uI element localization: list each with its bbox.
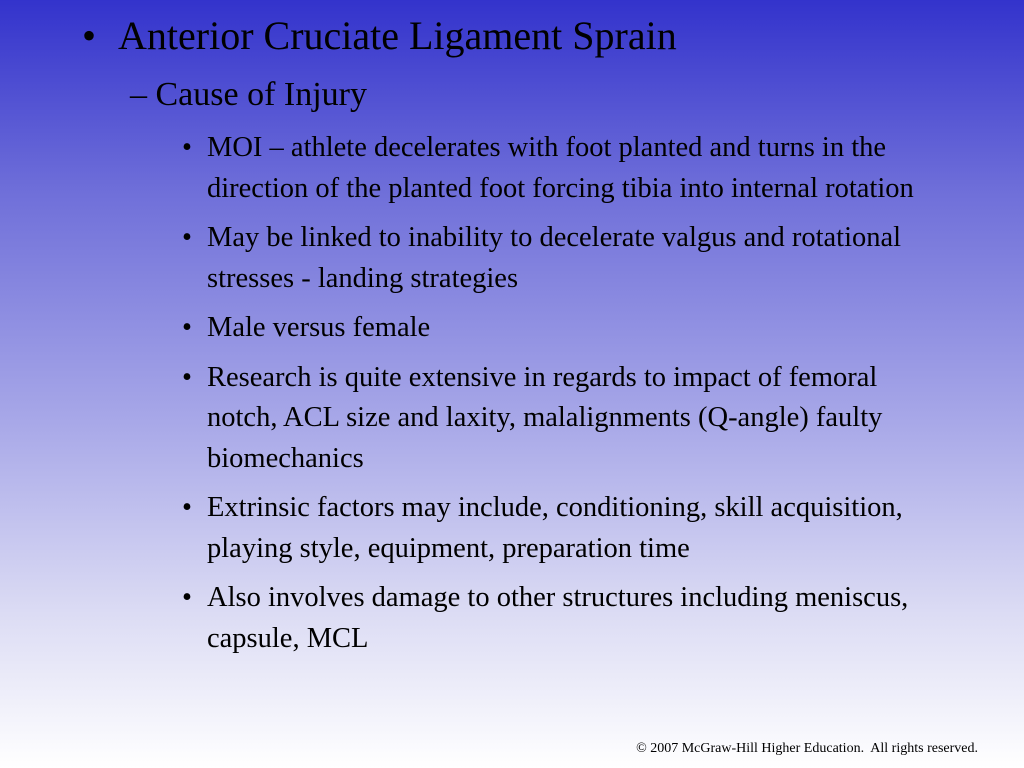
bullet-dot: • xyxy=(182,492,192,523)
title-text: Anterior Cruciate Ligament Sprain xyxy=(118,13,677,58)
slide-title xyxy=(82,12,677,60)
bullet-dot: • xyxy=(182,312,192,343)
title-bullet: • xyxy=(82,13,97,58)
bullet-dot: • xyxy=(182,132,192,163)
bullet-dot: • xyxy=(182,582,192,613)
copyright-footer: © 2007 McGraw-Hill Higher Education. All rights reserved. xyxy=(636,741,978,756)
slide-subtitle xyxy=(130,73,367,117)
list-item-text: MOI – athlete decelerates with foot planted and turns in the direction of the planted foot forcing tibia into internal rotation xyxy=(207,132,914,204)
subtitle-text: Cause of Injury xyxy=(155,76,368,113)
bullet-list xyxy=(180,128,940,668)
list-item xyxy=(180,128,940,209)
list-item-text: Male versus female xyxy=(207,312,431,343)
list-item xyxy=(180,358,940,480)
list-item xyxy=(180,308,940,349)
list-item xyxy=(180,578,940,659)
subtitle-dash: – xyxy=(130,76,147,113)
bullet-dot: • xyxy=(182,361,192,393)
list-item-text: Extrinsic factors may include, conditioning, skill acquisition, playing style, equipment, preparation time xyxy=(207,492,903,564)
list-item-text: May be linked to inability to decelerate valgus and rotational stresses - landing strategies xyxy=(207,222,902,294)
bullet-dot: • xyxy=(182,222,192,253)
list-item-text: Research is quite extensive in regards to impact of femoral notch, ACL size and laxity, malalignments (Q-angle) faulty biomechanics xyxy=(207,361,883,474)
list-item xyxy=(180,218,940,299)
list-item-text: Also involves damage to other structures including meniscus, capsule, MCL xyxy=(207,582,909,654)
list-item xyxy=(180,488,940,569)
